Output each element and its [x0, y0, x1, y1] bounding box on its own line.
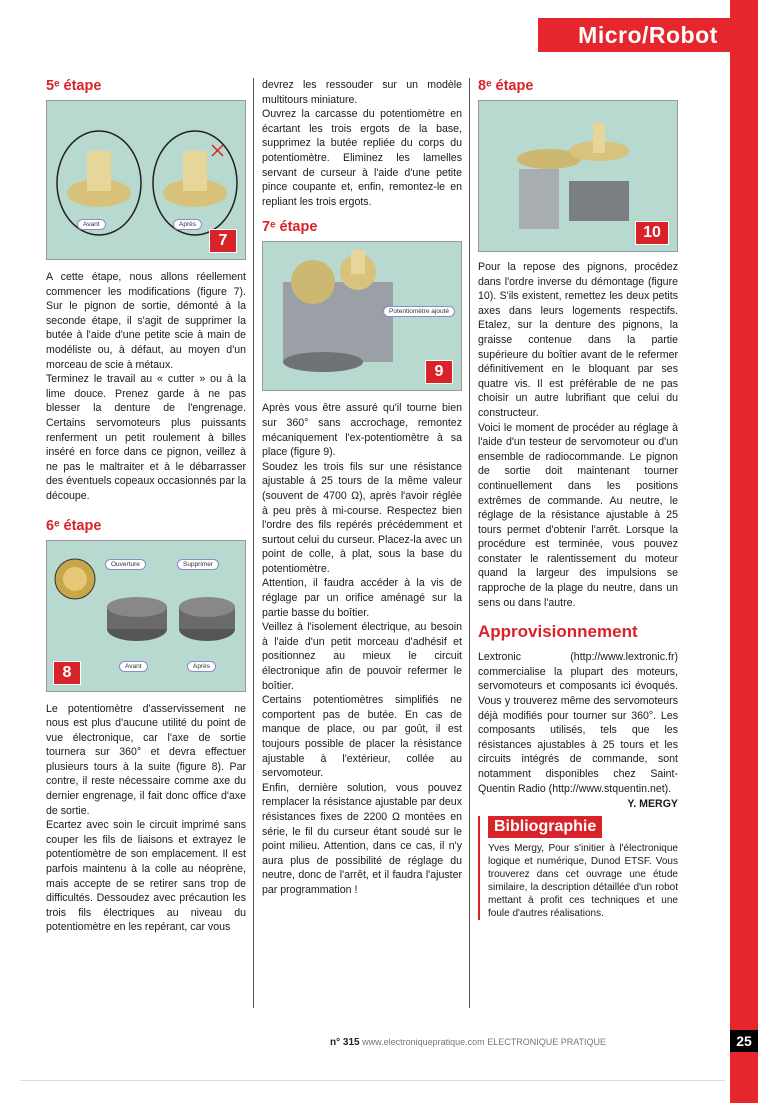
- body-text: Ecartez avec soin le circuit imprimé sans couper les fils de liaisons et extrayez le potentiomètre de son emplacement. Il est parfois maintenu à la colle au néoprène, mais accepte de se retirer sans trop de difficultés. Dessoudez avec précaution les trois fils électriques au niveau du potentiomètre en les repérant, car vous: [46, 819, 246, 934]
- figure-7-number: 7: [209, 229, 237, 253]
- body-text: Attention, il faudra accéder à la vis de réglage par un orifice aménagé sur la partie basse du boîtier.: [262, 577, 462, 619]
- label-potentiometre-ajoute: Potentiomètre ajouté: [383, 306, 455, 317]
- right-edge-bar: [730, 0, 758, 1103]
- label-supprimer: Supprimer: [177, 559, 219, 570]
- column-divider: [469, 78, 470, 1008]
- column-divider: [253, 78, 254, 1008]
- label-avant: Avant: [119, 661, 148, 672]
- bibliography-box: [478, 816, 678, 920]
- body-text: Certains potentiomètres simplifiés ne comportent pas de butée. En cas de manque de place, ou par goût, il est toujours possible de placer la résistance ajustable à l'extérieur, collée au servomoteur.: [262, 694, 462, 780]
- body-text: Après vous être assuré qu'il tourne bien sur 360° sans accrochage, remontez mécaniquement l'ex-potentiomètre à sa place (figure 9).: [262, 402, 462, 459]
- issue-number: n° 315: [330, 1037, 360, 1048]
- step-5-heading: 5ᵉ étape: [46, 78, 102, 94]
- body-text: Le potentiomètre d'asservissement ne nous est plus d'aucune utilité du point de vue électronique, car l'axe de sortie tournera sur 360° et devra effectuer plusieurs tours à la suite (figure 8). Par contre, il reste nécessaire comme axe du dernier engrenage, il fait donc office d'axe de sortie.: [46, 702, 246, 817]
- column-1: [46, 78, 246, 935]
- body-text: Voici le moment de procéder au réglage à l'aide d'un testeur de servomoteur ou d'un ensemble de radiocommande. Le pignon de sortie doit maintenant tourner continuellement dans les positions extrêmes de commande. Au neutre, le réglage de la résistance ajustable à 25 tours permet d'obtenir l'arrêt. Lorsque la procédure est terminée, vous pouvez constater le ralentissement du moteur quand la largeur des impulsions se rapproche de la plage du neutre, dans un sens ou dans l'autre.: [478, 421, 678, 609]
- page-footer: [330, 1037, 606, 1048]
- body-text: A cette étape, nous allons réellement commencer les modifications (figure 7). Sur le pignon de sortie, démonté à la seconde étape, il s'agit de supprimer la butée à l'aide d'une petite scie à main de modéliste ou, à défaut, au moyen d'un morceau de scie à métaux.: [46, 271, 246, 371]
- label-ouverture: Ouverture: [105, 559, 146, 570]
- body-text: Ouvrez la carcasse du potentiomètre en écartant les trois ergots de la base, supprimez la butée repliée du corps du potentiomètre. Eliminez les lamelles servant de curseur à l'aide d'une petite pince coupante et, enfin, remontez-le en repliant les trois ergots.: [262, 108, 462, 208]
- figure-8: [46, 540, 246, 692]
- bibliography-text: Yves Mergy, Pour s'initier à l'électronique logique et numérique, Dunod ETSF. Vous trouverez dans cet ouvrage une étude similaire, la description détaillée d'un robot mettant à profit ces techniques et une foule d'autres réalisations.: [488, 843, 678, 920]
- step-8-heading: 8ᵉ étape: [478, 78, 534, 94]
- figure-7: [46, 100, 246, 260]
- body-text: devrez les ressouder sur un modèle multitours miniature.: [262, 79, 462, 106]
- bibliography-heading: Bibliographie: [488, 816, 602, 838]
- body-text: Soudez les trois fils sur une résistance ajustable à 25 tours de la même valeur (souvent de 4700 Ω), après l'avoir réglée à peu près à mi-course. Respectez bien l'ordre des fils repérés précédemment et surtout celui du curseur. Placez-la avec un point de colle, à plat, sous la base du potentiomètre.: [262, 460, 462, 575]
- step-7-heading: 7ᵉ étape: [262, 219, 318, 236]
- section-banner: Micro/Robot: [538, 18, 758, 52]
- figure-9-number: 9: [425, 360, 453, 384]
- label-avant: Avant: [77, 219, 106, 230]
- page-number: 25: [730, 1030, 758, 1052]
- step-6-heading: 6ᵉ étape: [46, 517, 102, 534]
- body-text: Veillez à l'isolement électrique, au besoin à l'aide d'un petit morceau d'adhésif et positionnez au mieux le circuit électronique afin de pouvoir refermer le boîtier.: [262, 621, 462, 692]
- figure-10-number: 10: [635, 221, 669, 245]
- column-3: [478, 78, 678, 920]
- label-apres: Après: [173, 219, 202, 230]
- figure-10: [478, 100, 678, 252]
- body-text: Enfin, dernière solution, vous pouvez remplacer la résistance ajustable par deux résistances fixes de 2200 Ω montées en série, le fil du curseur étant soudé sur le point milieu. Attention, dans ce cas, il n'y aura plus de possibilité de réglage du neutre, donc de l'arrêt, et il faudra l'ajuster par programmation !: [262, 781, 462, 896]
- bottom-rule: [20, 1080, 725, 1081]
- label-apres: Après: [187, 661, 216, 672]
- figure-9: [262, 241, 462, 391]
- supply-heading: Approvisionnement: [478, 622, 638, 642]
- supply-text: Lextronic (http://www.lextronic.fr) commercialise la plupart des moteurs, servomoteurs et composants ici évoqués. Vous y trouverez même des servomoteurs déjà modifiés pour tourner sur 360°. Les composants utilisés, tels que les résistances ajustables à 25 tours et les circuits intégrés de commande, sont notamment disponibles chez Saint-Quentin Radio (http://www.stquentin.net).: [478, 651, 678, 795]
- footer-website: www.electroniquepratique.com: [362, 1037, 485, 1047]
- figure-8-number: 8: [53, 661, 81, 685]
- column-2: [262, 78, 462, 898]
- body-text: Terminez le travail au « cutter » ou à la lime douce. Prenez garde à ne pas blesser la denture de l'engrenage. Certains servomoteurs plus puissants renferment un petit roulement à billes inséré en force dans ce pignon, veillez à ne pas le maltraiter et à le débarrasser des éventuels copeaux occasionnés par la découpe.: [46, 373, 246, 502]
- body-text: Pour la repose des pignons, procédez dans l'ordre inverse du démontage (figure 10). S'ils existent, remettez les deux petits axes dans leurs logements respectifs. Etalez, sur la denture des pignons, la graisse contenue dans la partie supérieure du boîtier avant de le refermer définitivement en le bloquant par ses quatre vis. Il est préférable de ne pas choisir un autre lubrifiant que celui du constructeur.: [478, 261, 678, 419]
- footer-magazine: ELECTRONIQUE PRATIQUE: [487, 1037, 607, 1047]
- author-signature: Y. MERGY: [627, 798, 678, 811]
